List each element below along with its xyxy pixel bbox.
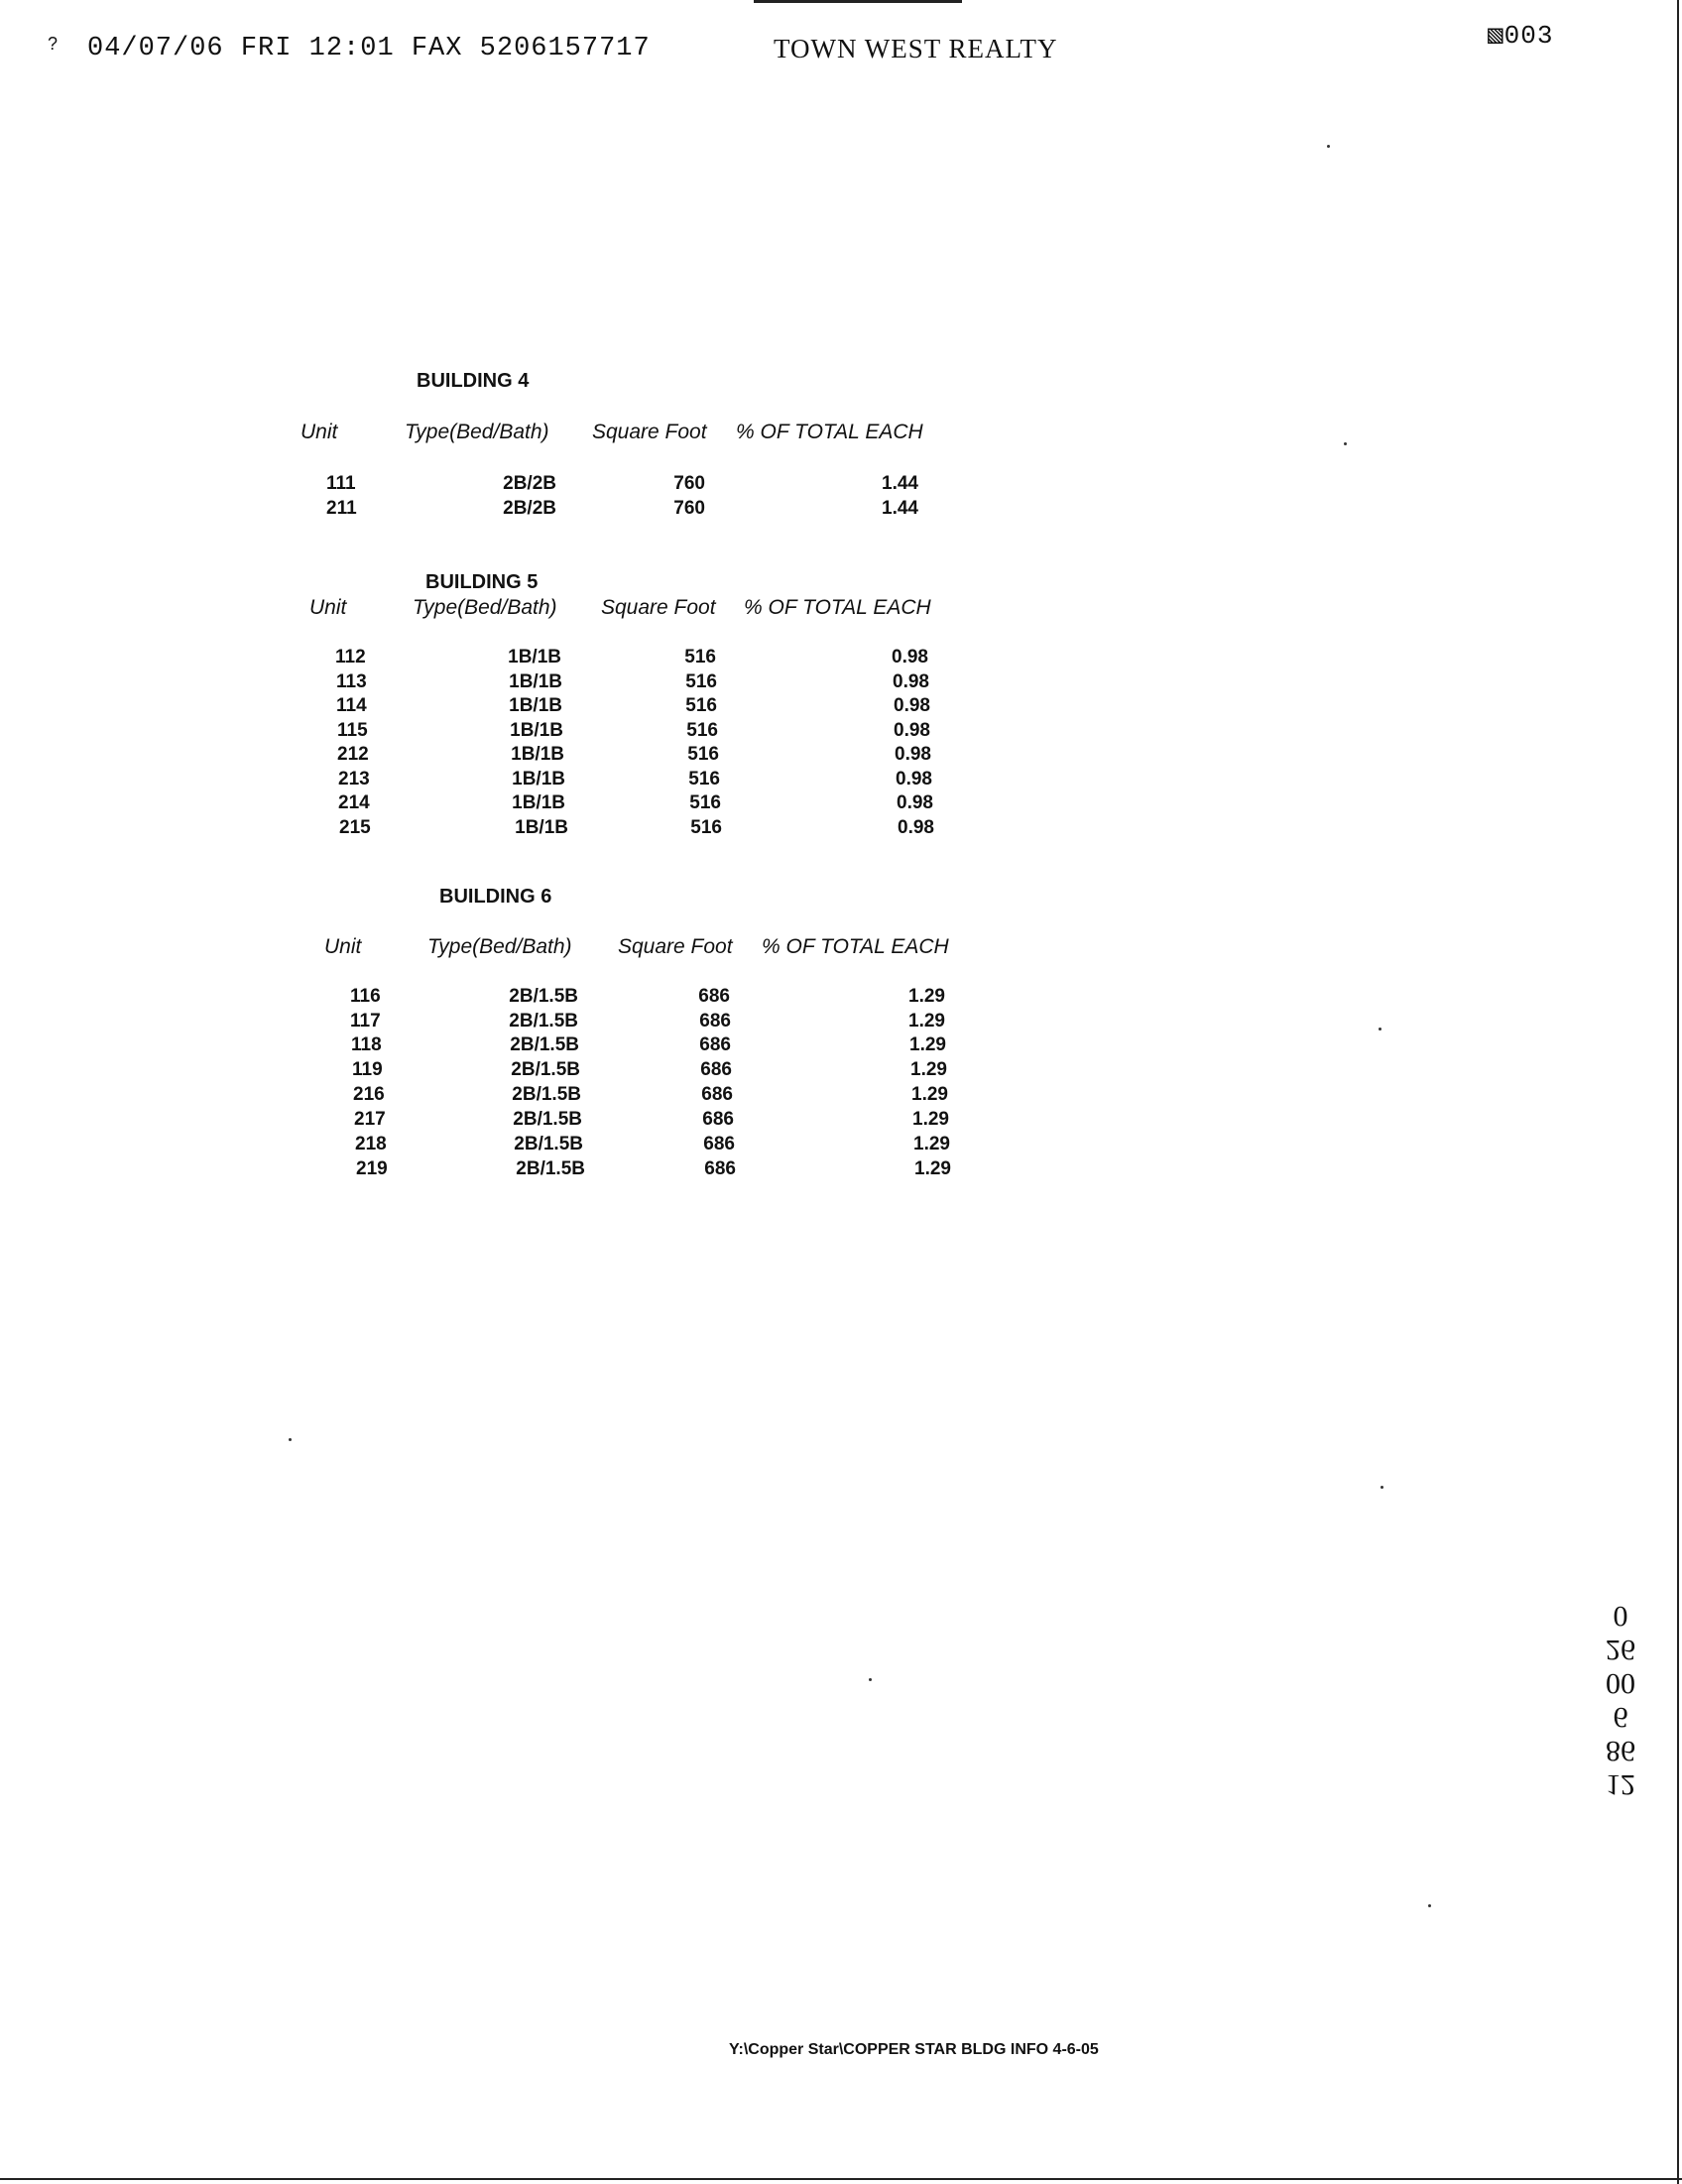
pct-cell: 1.29 — [910, 1059, 947, 1080]
pct-cell: 0.98 — [894, 695, 930, 716]
column-header-pct: % OF TOTAL EACH — [736, 421, 923, 443]
column-header-sqft: Square Foot — [592, 421, 707, 443]
unit-cell: 112 — [335, 647, 366, 667]
sqft-cell: 686 — [701, 1084, 733, 1105]
type-cell: 2B/1.5B — [513, 1109, 582, 1130]
scan-speck — [1344, 442, 1347, 445]
fax-header-date-line: 04/07/06 FRI 12:01 FAX 5206157717 — [87, 34, 651, 63]
sqft-cell: 686 — [703, 1134, 735, 1154]
sqft-cell: 516 — [685, 695, 717, 716]
file-path-footer: Y:\Copper Star\COPPER STAR BLDG INFO 4-6-05 — [729, 2041, 1099, 2058]
type-cell: 2B/1.5B — [510, 1034, 579, 1055]
type-cell: 1B/1B — [511, 744, 564, 765]
pct-cell: 1.29 — [908, 1011, 945, 1031]
sqft-cell: 516 — [685, 671, 717, 692]
type-cell: 1B/1B — [510, 720, 563, 741]
unit-cell: 119 — [352, 1059, 383, 1080]
scan-speck — [1379, 1028, 1382, 1031]
column-header-unit: Unit — [324, 935, 362, 958]
type-cell: 2B/1.5B — [514, 1134, 583, 1154]
unit-cell: 114 — [336, 695, 367, 716]
unit-cell: 116 — [350, 986, 381, 1007]
sqft-cell: 686 — [698, 986, 730, 1007]
sqft-cell: 686 — [704, 1158, 736, 1179]
unit-cell: 118 — [351, 1034, 382, 1055]
column-header-pct: % OF TOTAL EACH — [744, 596, 931, 619]
type-cell: 1B/1B — [508, 647, 561, 667]
type-cell: 2B/1.5B — [511, 1059, 580, 1080]
unit-cell: 211 — [326, 498, 357, 519]
pct-cell: 0.98 — [892, 647, 928, 667]
sqft-cell: 686 — [702, 1109, 734, 1130]
scan-speck — [1428, 1904, 1431, 1907]
unit-cell: 217 — [354, 1109, 386, 1130]
unit-cell: 215 — [339, 817, 371, 838]
column-header-type: Type(Bed/Bath) — [405, 421, 549, 443]
pct-cell: 1.29 — [912, 1109, 949, 1130]
page-edge-right — [1677, 0, 1679, 2184]
pct-cell: 1.29 — [909, 1034, 946, 1055]
page-edge-bottom — [0, 2178, 1682, 2180]
sqft-cell: 760 — [673, 473, 705, 494]
unit-cell: 113 — [336, 671, 367, 692]
column-header-sqft: Square Foot — [601, 596, 716, 619]
building-title: BUILDING 5 — [425, 571, 539, 593]
pct-cell: 1.29 — [908, 986, 945, 1007]
type-cell: 2B/2B — [503, 473, 556, 494]
column-header-type: Type(Bed/Bath) — [413, 596, 557, 619]
pct-cell: 0.98 — [894, 720, 930, 741]
bates-number: 12866 00260 — [1606, 1600, 1635, 1801]
building-title: BUILDING 6 — [439, 886, 552, 908]
sqft-cell: 686 — [699, 1011, 731, 1031]
sqft-cell: 516 — [687, 744, 719, 765]
pct-cell: 1.29 — [911, 1084, 948, 1105]
scan-speck — [1327, 145, 1330, 148]
pct-cell: 0.98 — [895, 744, 931, 765]
building-title: BUILDING 4 — [417, 370, 530, 392]
sqft-cell: 516 — [684, 647, 716, 667]
pct-cell: 0.98 — [897, 792, 933, 813]
scan-speck — [869, 1678, 872, 1681]
fax-header-mark: ? — [48, 34, 59, 54]
unit-cell: 219 — [356, 1158, 388, 1179]
pct-cell: 1.29 — [914, 1158, 951, 1179]
unit-cell: 212 — [337, 744, 369, 765]
sqft-cell: 686 — [699, 1034, 731, 1055]
column-header-unit: Unit — [309, 596, 347, 619]
column-header-type: Type(Bed/Bath) — [427, 935, 572, 958]
fax-header-sender: TOWN WEST REALTY — [774, 34, 1058, 63]
type-cell: 1B/1B — [512, 769, 565, 789]
sqft-cell: 516 — [686, 720, 718, 741]
sqft-cell: 686 — [700, 1059, 732, 1080]
unit-cell: 117 — [350, 1011, 381, 1031]
pct-cell: 0.98 — [898, 817, 934, 838]
top-edge-smudge — [754, 0, 962, 3]
type-cell: 2B/2B — [503, 498, 556, 519]
type-cell: 1B/1B — [512, 792, 565, 813]
type-cell: 1B/1B — [515, 817, 568, 838]
sqft-cell: 516 — [688, 769, 720, 789]
pct-cell: 0.98 — [893, 671, 929, 692]
type-cell: 1B/1B — [509, 671, 562, 692]
sqft-cell: 516 — [689, 792, 721, 813]
unit-cell: 213 — [338, 769, 370, 789]
unit-cell: 216 — [353, 1084, 385, 1105]
column-header-pct: % OF TOTAL EACH — [762, 935, 949, 958]
type-cell: 2B/1.5B — [512, 1084, 581, 1105]
unit-cell: 218 — [355, 1134, 387, 1154]
sqft-cell: 760 — [673, 498, 705, 519]
type-cell: 1B/1B — [509, 695, 562, 716]
pct-cell: 0.98 — [896, 769, 932, 789]
column-header-unit: Unit — [300, 421, 338, 443]
sqft-cell: 516 — [690, 817, 722, 838]
fax-header-page-number: ▧003 — [1488, 21, 1554, 51]
pct-cell: 1.44 — [882, 498, 918, 519]
type-cell: 2B/1.5B — [509, 1011, 578, 1031]
pct-cell: 1.29 — [913, 1134, 950, 1154]
unit-cell: 111 — [326, 473, 356, 494]
scan-speck — [289, 1438, 292, 1441]
type-cell: 2B/1.5B — [516, 1158, 585, 1179]
scan-speck — [1381, 1486, 1383, 1489]
unit-cell: 115 — [337, 720, 368, 741]
column-header-sqft: Square Foot — [618, 935, 733, 958]
unit-cell: 214 — [338, 792, 370, 813]
type-cell: 2B/1.5B — [509, 986, 578, 1007]
pct-cell: 1.44 — [882, 473, 918, 494]
